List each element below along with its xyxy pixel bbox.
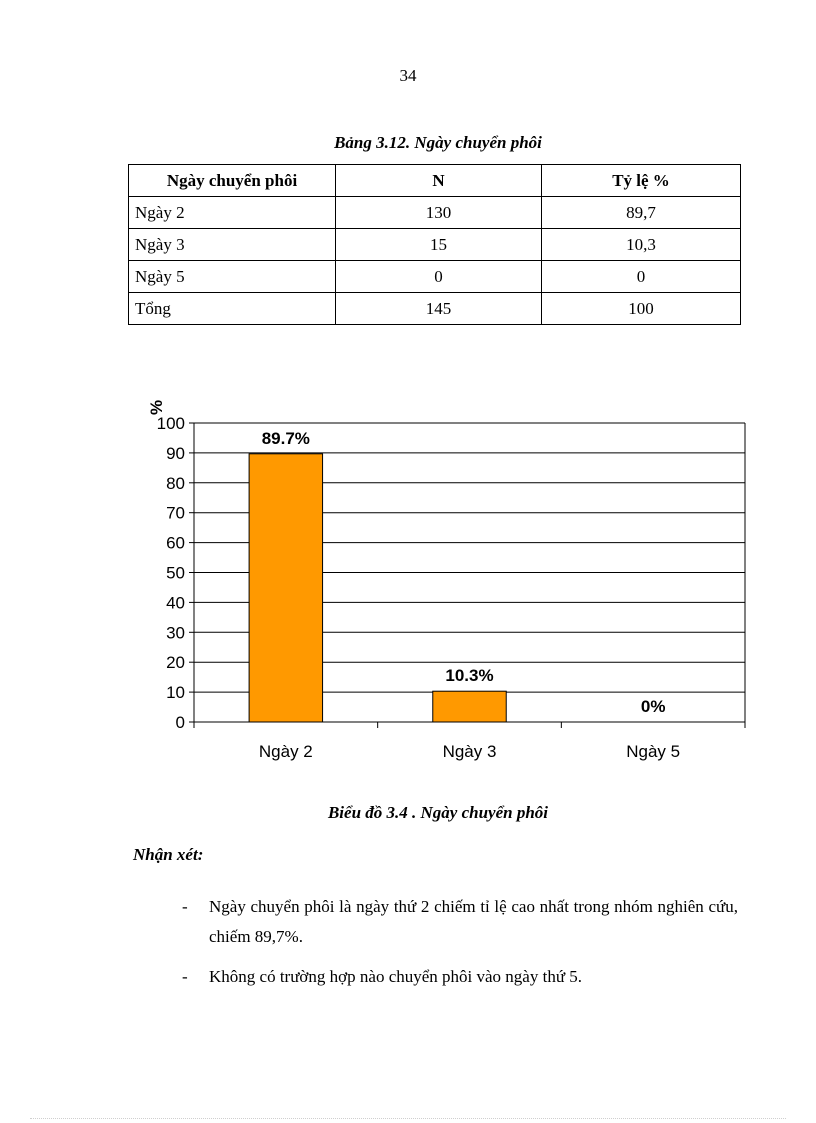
table-cell: 10,3 bbox=[542, 229, 741, 261]
bar bbox=[433, 691, 506, 722]
table-header-cell: Ngày chuyển phôi bbox=[129, 165, 336, 197]
data-label: 10.3% bbox=[445, 666, 494, 686]
table-row bbox=[129, 229, 741, 261]
y-tick-label: 80 bbox=[166, 473, 185, 493]
remark-text: Ngày chuyển phôi là ngày thứ 2 chiếm tỉ lệ cao nhất trong nhóm nghiên cứu, chiếm 89,7%. bbox=[209, 897, 738, 946]
table-cell: 100 bbox=[542, 293, 741, 325]
table-header-row bbox=[129, 165, 741, 197]
remark-text: Không có trường hợp nào chuyển phôi vào ngày thứ 5. bbox=[209, 967, 583, 986]
chart-caption: Biểu đồ 3.4 . Ngày chuyển phôi bbox=[327, 803, 549, 822]
list-item bbox=[182, 962, 738, 992]
table-cell: Ngày 2 bbox=[129, 197, 336, 229]
data-label: 89.7% bbox=[261, 428, 310, 448]
table-cell: 145 bbox=[336, 293, 542, 325]
y-tick-label: 50 bbox=[166, 563, 185, 583]
page-number: 34 bbox=[399, 66, 417, 85]
remark-list bbox=[182, 892, 738, 1002]
data-label: 0% bbox=[640, 697, 666, 716]
table-header-cell: N bbox=[336, 165, 542, 197]
bar bbox=[249, 454, 322, 722]
table-cell: 15 bbox=[336, 229, 542, 261]
y-tick-label: 30 bbox=[166, 623, 185, 643]
y-tick-label: 10 bbox=[166, 683, 185, 703]
y-tick-label: 40 bbox=[166, 593, 185, 613]
x-tick-label: Ngày 3 bbox=[442, 742, 497, 761]
y-tick-label: 70 bbox=[166, 503, 185, 523]
y-tick-label: 20 bbox=[166, 653, 185, 673]
table-cell: 130 bbox=[336, 197, 542, 229]
table-row bbox=[129, 293, 741, 325]
list-item bbox=[182, 892, 738, 952]
y-tick-label: 0 bbox=[175, 713, 185, 732]
table-header-cell: Tỷ lệ % bbox=[542, 165, 741, 197]
y-axis-label: % bbox=[147, 399, 166, 415]
bullet-dash: - bbox=[182, 897, 188, 916]
y-tick-label: 90 bbox=[166, 443, 185, 463]
y-tick-label: 100 bbox=[156, 414, 185, 433]
page-bottom-rule bbox=[30, 1118, 786, 1119]
x-tick-label: Ngày 5 bbox=[626, 742, 681, 761]
remark-heading: Nhận xét: bbox=[133, 845, 204, 864]
table-row bbox=[129, 197, 741, 229]
embryo-transfer-table bbox=[128, 164, 741, 325]
bar-chart bbox=[140, 395, 760, 780]
table-cell: Tổng bbox=[129, 293, 336, 325]
table-cell: Ngày 5 bbox=[129, 261, 336, 293]
table-cell: Ngày 3 bbox=[129, 229, 336, 261]
table-row bbox=[129, 261, 741, 293]
table-cell: 89,7 bbox=[542, 197, 741, 229]
table-caption: Bảng 3.12. Ngày chuyển phôi bbox=[334, 133, 542, 152]
bullet-dash: - bbox=[182, 967, 188, 986]
y-tick-label: 60 bbox=[166, 533, 185, 553]
table-cell: 0 bbox=[336, 261, 542, 293]
x-tick-label: Ngày 2 bbox=[258, 742, 313, 761]
table-cell: 0 bbox=[542, 261, 741, 293]
